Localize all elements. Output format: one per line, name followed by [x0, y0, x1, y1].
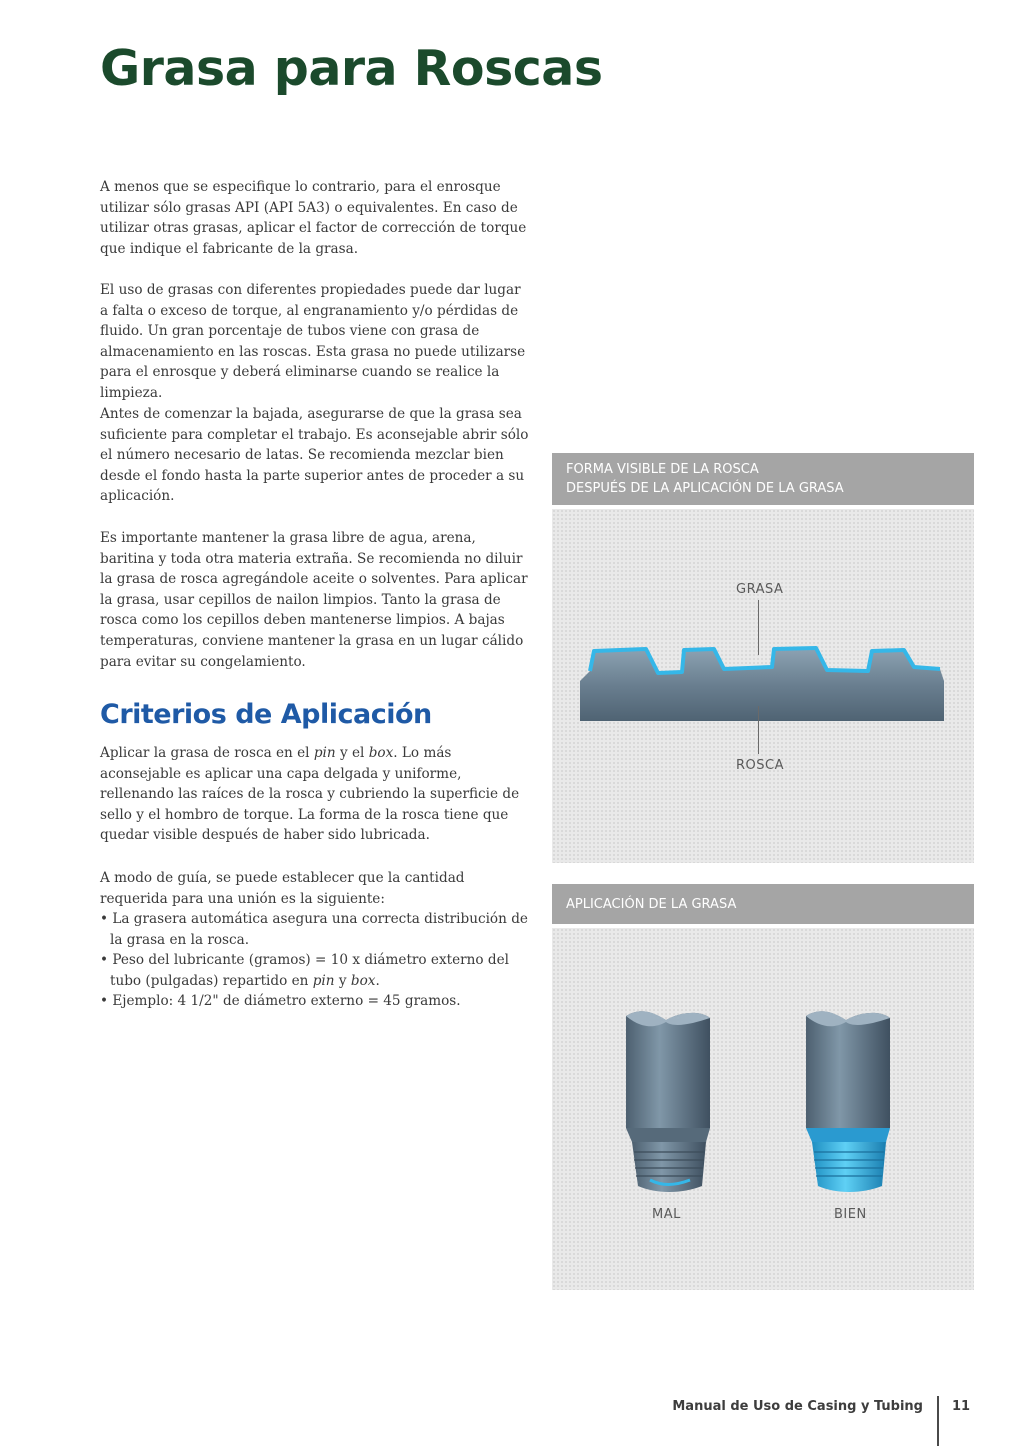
list-item: • Ejemplo: 4 1/2" de diámetro externo = 45 gramos. [100, 991, 530, 1012]
paragraph-keep-clean: Es importante mantener la grasa libre de agua, arena, baritina y toda otra materia extraña. Se recomienda no diluir la grasa de rosca agregándole aceite o solventes. Para aplicar la grasa, usar cepillos de nailon limpios. Tanto la grasa de rosca como los cepillos deben mantenerse limpios. A bajas temperaturas, conviene mantener la grasa en un lugar cálido para evitar su congelamiento. [100, 530, 528, 670]
paragraph-application-criteria: Aplicar la grasa de rosca en el pin y el box. Lo más aconsejable es aplicar una capa delgada y uniforme, rellenando las raíces de la rosca y cubriendo la superficie de sello y el hombro de torque. La forma de la rosca tiene que quedar visible después de haber sido lubricada. [100, 745, 520, 844]
term-box: box [368, 745, 394, 761]
pipe-bien [806, 1011, 890, 1192]
paragraph-guide-intro: A modo de guía, se puede establecer que la cantidad requerida para una unión es la siguiente: [100, 870, 465, 907]
figure1-thread-illustration [552, 509, 974, 863]
pipe-mal [626, 1011, 710, 1192]
pin-comparison-graphic [552, 928, 974, 1290]
leader-line-rosca [758, 706, 759, 754]
footer-divider [937, 1396, 939, 1446]
figure1-header [552, 453, 974, 505]
paragraph-api-grease: A menos que se especifique lo contrario, para el enrosque utilizar sólo grasas API (API 5A3) o equivalentes. En caso de utilizar otras grasas, aplicar el factor de corrección de torque que indique el fabricante de la grasa. [100, 179, 527, 257]
thread-metal [580, 648, 944, 721]
figure1-header-line2: DESPUÉS DE LA APLICACIÓN DE LA GRASA [566, 481, 844, 496]
thread-profile-graphic [552, 509, 974, 863]
bullet-list [100, 909, 530, 1012]
figure2-header: APLICACIÓN DE LA GRASA [552, 884, 974, 924]
term-pin: pin [313, 745, 336, 761]
label-mal: MAL [652, 1207, 681, 1222]
label-bien: BIEN [834, 1207, 867, 1222]
page-number: 11 [952, 1399, 971, 1414]
list-item: • La grasera automática asegura una correcta distribución de la grasa en la rosca. [100, 909, 530, 950]
footer-manual-title: Manual de Uso de Casing y Tubing [672, 1399, 923, 1414]
label-grasa: GRASA [736, 582, 784, 597]
paragraph-grease-properties: El uso de grasas con diferentes propiedades puede dar lugar a falta o exceso de torque, al engranamiento y/o pérdidas de fluido. Un gran porcentaje de tubos viene con grasa de almacenamiento en las roscas. Esta grasa no puede utilizarse para el enrosque y deberá eliminarse cuando se realice la limpieza. [100, 282, 526, 401]
figure2-pipes-illustration [552, 928, 974, 1290]
section-heading-criteria: Criterios de Aplicación [100, 699, 432, 730]
page-title: Grasa para Roscas [100, 40, 603, 97]
paragraph-before-running: Antes de comenzar la bajada, asegurarse de que la grasa sea suficiente para completar el trabajo. Es aconsejable abrir sólo el número necesario de latas. Se recomienda mezclar bien desde el fondo hasta la parte superior antes de proceder a su aplicación. [100, 406, 529, 505]
leader-line-grasa [758, 600, 759, 655]
label-rosca: ROSCA [736, 758, 784, 773]
figure1-header-line1: FORMA VISIBLE DE LA ROSCA [566, 462, 759, 477]
list-item: • Peso del lubricante (gramos) = 10 x diámetro externo del tubo (pulgadas) repartido en pin y box. [100, 950, 530, 991]
